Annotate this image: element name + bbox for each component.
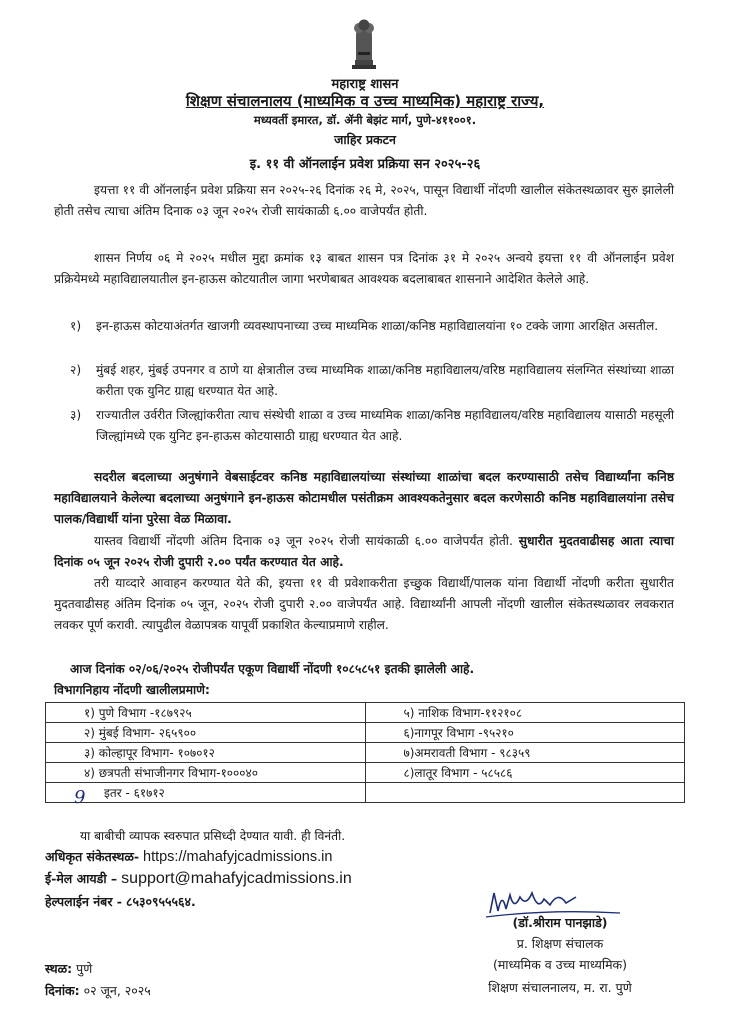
department-address: मध्यवर्ती इमारत, डॉ. ॲनी बेझंट मार्ग, पुणे-४११००१. xyxy=(253,113,477,127)
table-row xyxy=(46,703,685,723)
list-item xyxy=(70,405,674,447)
handwritten-number: 9 xyxy=(74,787,86,808)
division-heading: विभागनिहाय नोंदणी खालीलप्रमाणे: xyxy=(54,683,210,697)
table-row xyxy=(46,783,685,803)
list-item xyxy=(70,316,674,337)
place-label: स्थळ: xyxy=(45,961,73,976)
notice-heading: जाहिर प्रकटन xyxy=(334,132,396,147)
website-link[interactable]: https://mahafyjcadmissions.in xyxy=(143,849,333,865)
division-table xyxy=(45,702,685,803)
paragraph-extension xyxy=(54,531,674,573)
place-line xyxy=(45,960,92,977)
paragraph-appeal: तरी याव्दारे आवाहन करण्यात येते की, इयत्ता ११ वी प्रवेशाकरीता इच्छुक विद्यार्थी/पालक यांना विद्यार्थी नोंदणी करीता सुधारीत मुदतवाढीसह अंतिम दिनांक ०५ जून, २०२५ रोजी दुपारी २.०० वाजेपर्यंत आहे. विद्यार्थ्यांनी आपली नोंदणी खालील संकेतस्थळावर लवकरात लवकर पूर्ण करावी. त्यापुढील वेळापत्रक यापूर्वी प्रकाशित केल्याप्रमाणे राहील. xyxy=(54,576,674,632)
department-title: शिक्षण संचालनालय (माध्यमिक व उच्च माध्यमिक) महाराष्ट्र राज्य, xyxy=(185,92,545,110)
list-item-number: २) xyxy=(70,363,82,377)
notice-subject: इ. ११ वी ऑनलाईन प्रवेश प्रक्रिया सन २०२५-२६ xyxy=(249,157,481,172)
list-item-number: १) xyxy=(70,319,82,333)
table-cell: इतर - ६१७१२ xyxy=(46,783,366,803)
helpline-label: हेल्पलाईन नंबर - xyxy=(45,894,122,909)
table-cell: ६)नागपूर विभाग -९५२१० xyxy=(365,723,685,743)
list-item-text: राज्यातील उर्वरीत जिल्ह्यांकरीता त्याच संस्थेची शाळा व उच्च माध्यमिक शाळा/कनिष्ठ महाविद्यालय/वरिष्ठ महाविद्यालय यासाठी महसूली जिल्ह्यांमध्ये एक युनिट इन-हाऊस कोटयासाठी ग्राह्य धरण्यात येत आहे. xyxy=(96,408,674,443)
place-value: पुणे xyxy=(76,961,93,976)
table-cell xyxy=(365,783,685,803)
table-cell: ७)अमरावती विभाग - ९८३५९ xyxy=(365,743,685,763)
signatory-title: प्र. शिक्षण संचालक xyxy=(516,936,604,951)
signatory-office: शिक्षण संचालनालय, म. रा. पुणे xyxy=(488,980,632,995)
list-item-text: इन-हाऊस कोटयाअंतर्गत खाजगी व्यवस्थापनाच्या उच्च माध्यमिक शाळा/कनिष्ठ महाविद्यालयांना १० टक्के जागा आरक्षित असतील. xyxy=(96,319,659,333)
table-row xyxy=(46,723,685,743)
list-item-text: मुंबई शहर, मुंबई उपनगर व ठाणे या क्षेत्रातील उच्च माध्यमिक शाळा/कनिष्ठ महाविद्यालय/वरिष्ठ महाविद्यालय संलग्नित संस्थांच्या शाळा करीता एक युनिट ग्राह्य धरण्यात येत आहे. xyxy=(96,363,674,398)
extension-old-deadline: यास्तव विद्यार्थी नोंदणी अंतिम दिनाक ०३ जून २०२५ रोजी सायंकाळी ६.०० वाजेपर्यंत होती. xyxy=(94,534,513,548)
closing-request: या बाबीची व्यापक स्वरुपात प्रसिध्दी देण्यात यावी. ही विनंती. xyxy=(80,829,346,843)
table-cell: २) मुंबई विभाग- २६५९०० xyxy=(46,723,366,743)
total-registrations: आज दिनांक ०२/०६/२०२५ रोजीपर्यंत एकूण विद्यार्थी नोंदणी १०८५८५१ इतकी झालेली आहे. xyxy=(70,662,475,676)
list-item-number: ३) xyxy=(70,408,82,422)
table-cell: ५) नाशिक विभाग-११२१०८ xyxy=(365,703,685,723)
official-website-line xyxy=(45,848,332,865)
state-emblem-icon xyxy=(340,14,388,74)
email-label: ई-मेल आयडी – xyxy=(45,871,118,886)
date-value: ०२ जून, २०२५ xyxy=(83,983,151,998)
email-line xyxy=(45,870,352,888)
table-cell: ३) कोल्हापूर विभाग- १०७०१२ xyxy=(46,743,366,763)
email-link[interactable]: support@mahafyjcadmissions.in xyxy=(121,870,352,887)
helpline-line xyxy=(45,893,196,910)
paragraph-registration-start: इयत्ता ११ वी ऑनलाईन प्रवेश प्रक्रिया सन २०२५-२६ दिनांक २६ मे, २०२५, पासून विद्यार्थी नोंदणी खालील संकेतस्थळावर सुरु झालेली होती तसेच त्याचा अंतिम दिनाक ०३ जून २०२५ रोजी सायंकाळी ६.०० वाजेपर्यंत होती. xyxy=(54,183,674,218)
paragraph-government-order: शासन निर्णय ०६ मे २०२५ मधील मुद्दा क्रमांक १३ बाबत शासन पत्र दिनांक ३१ मे २०२५ अन्वये इयत्ता ११ वी ऑनलाईन प्रवेश प्रक्रियेमध्ये महाविद्यालयातील इन-हाऊस कोटयातील जागा भरणेबाबत आवश्यक बदलाबाबत शासनाने आदेशित केलेले आहे. xyxy=(54,251,674,286)
table-cell: ८)लातूर विभाग - ५८५८६ xyxy=(365,763,685,783)
date-line xyxy=(45,982,151,999)
government-title: महाराष्ट्र शासन xyxy=(331,77,399,92)
signatory-name: (डॉ.श्रीराम पानझाडे) xyxy=(512,915,608,930)
table-row xyxy=(46,743,685,763)
date-label: दिनांक: xyxy=(45,983,80,998)
table-cell: १) पुणे विभाग -१८७९२५ xyxy=(46,703,366,723)
helpline-number: ८५३०९५५५६४. xyxy=(125,894,196,909)
table-row xyxy=(46,763,685,783)
extension-new-deadline: सुधारीत मुदतवाढीसह आता त्याचा दिनांक ०५ जून २०२५ रोजी दुपारी २.०० पर्यंत करण्यात येत आहे. xyxy=(54,534,675,569)
paragraph-change-reason: सदरील बदलाच्या अनुषंगाने वेबसाईटवर कनिष्ठ महाविद्यालयांच्या संस्थांच्या शाळांचा बदल करण्यासाठी तसेच विद्यार्थ्यांना कनिष्ठ महाविद्यालयाने केलेल्या बदलाच्या अनुषंगाने इन-हाऊस कोटामधील पसंतीक्रम आवश्यकतेनुसार बदल करणेसाठी कनिष्ठ महाविद्यालयांना तसेच पालक/विद्यार्थी यांना पुरेसा वेळ मिळावा. xyxy=(54,470,674,526)
website-label: अधिकृत संकेतस्थळ- xyxy=(45,849,140,864)
list-item xyxy=(70,360,674,402)
signatory-wing: (माध्यमिक व उच्च माध्यमिक) xyxy=(492,957,628,972)
table-cell: ४) छत्रपती संभाजीनगर विभाग-१०००४० xyxy=(46,763,366,783)
